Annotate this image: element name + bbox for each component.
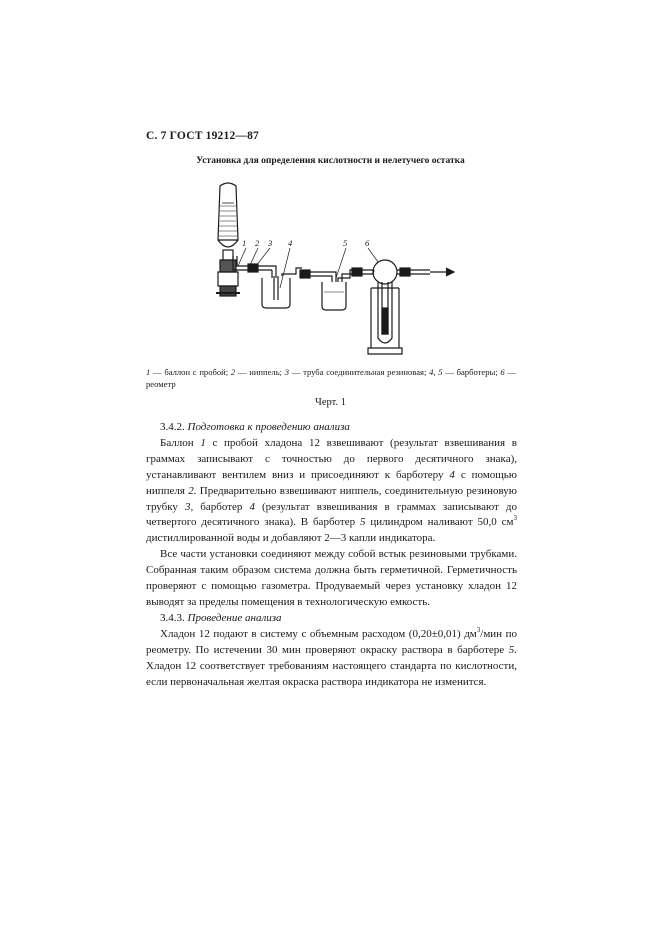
section-number: 3.4.3. <box>160 611 188 624</box>
text-run: барботер <box>193 500 250 513</box>
label-2: 2 <box>255 238 260 248</box>
apparatus-drawing <box>190 178 480 363</box>
legend-number: 4, 5 <box>429 367 443 377</box>
legend-number: 6 <box>500 367 505 377</box>
legend-text: — ниппель; <box>235 367 285 377</box>
item-ref: 4 <box>249 500 255 513</box>
label-5: 5 <box>343 238 348 248</box>
outflow-arrow-icon <box>430 268 454 276</box>
text-run: Хладон 12 подают в систему с объемным расходом (0,20±0,01) дм <box>160 627 477 640</box>
body-text <box>146 420 517 690</box>
paragraph <box>146 436 517 547</box>
legend-text: — барботеры; <box>442 367 501 377</box>
item-ref: 4 <box>449 468 455 481</box>
figure-legend <box>146 366 516 390</box>
text-run: (результат взвешивания в граммах записывают до четвертого десятичного знака). В барботер <box>146 500 517 529</box>
legend-text: — труба соединительная резиновая; <box>289 367 430 377</box>
legend-number: 1 <box>146 367 151 377</box>
superscript: 3 <box>513 514 518 523</box>
text-run: Предварительно взвешивают ниппель, соединительную резиновую трубку <box>146 484 517 513</box>
paragraph <box>146 627 517 691</box>
item-ref: 3, <box>184 500 194 513</box>
label-1: 1 <box>242 238 247 248</box>
item-ref: 2. <box>188 484 197 497</box>
item-ref: 5. <box>508 643 517 656</box>
figure-title: Установка для определения кислотности и нелетучего остатка <box>196 156 465 166</box>
legend-text: — реометр <box>146 367 517 389</box>
figure-caption: Черт. 1 <box>315 397 346 408</box>
text-run: цилиндром наливают 50,0 см <box>365 516 514 529</box>
legend-number: 2 <box>230 367 236 377</box>
bubbler-4-icon <box>262 268 302 308</box>
connecting-tubes <box>233 256 276 278</box>
label-3: 3 <box>268 238 273 248</box>
apparatus-diagram <box>190 178 480 363</box>
section-number: 3.4.2. <box>160 421 188 433</box>
sample-cylinder-icon <box>216 183 240 296</box>
text-run: Баллон <box>160 436 201 449</box>
label-6: 6 <box>365 238 370 248</box>
text-run: дистиллированной воды и добавляют 2—3 капли индикатора. <box>146 532 436 545</box>
text-run: с пробой хладона 12 взвешивают (результат взвешивания в граммах записывают с точностью до первого десятичного знака), устанавливают вентилем вниз и присоединяют к барботеру <box>146 436 517 481</box>
middle-tube <box>300 270 336 282</box>
paragraph: Все части установки соединяют между собой встык резиновыми трубками. Собранная таким образом система должна быть герметичной. Герметичность проверяют с помощью газометра. Продуваемый через установку хладон 12 выводят за пределы помещения в технологическую емкость. <box>146 548 517 608</box>
superscript: 3 <box>476 625 481 634</box>
section-title: Подготовка к проведению анализа <box>187 421 350 433</box>
rheometer-inlet-tube <box>350 268 374 276</box>
section-heading-343 <box>146 611 517 627</box>
section-title: Проведение анализа <box>187 611 282 624</box>
item-ref: 5 <box>359 516 366 529</box>
item-ref: 1 <box>200 436 206 449</box>
page-header: С. 7 ГОСТ 19212—87 <box>146 130 259 142</box>
section-heading-342 <box>146 420 517 436</box>
text-run: /мин по реометру. По истечении 30 мин проверяют окраску раствора в барботере <box>146 627 517 656</box>
legend-number: 3 <box>284 367 290 377</box>
text-run: с помощью ниппеля <box>146 468 517 497</box>
label-4: 4 <box>288 238 293 248</box>
text-run: Хладон 12 соответствует требованиям настоящего стандарта по кислотности, если первоначальная желтая окраска раствора индикатора не изменится. <box>146 659 517 688</box>
rheometer-6-icon <box>368 260 430 354</box>
legend-text: — баллон с пробой; <box>150 367 231 377</box>
